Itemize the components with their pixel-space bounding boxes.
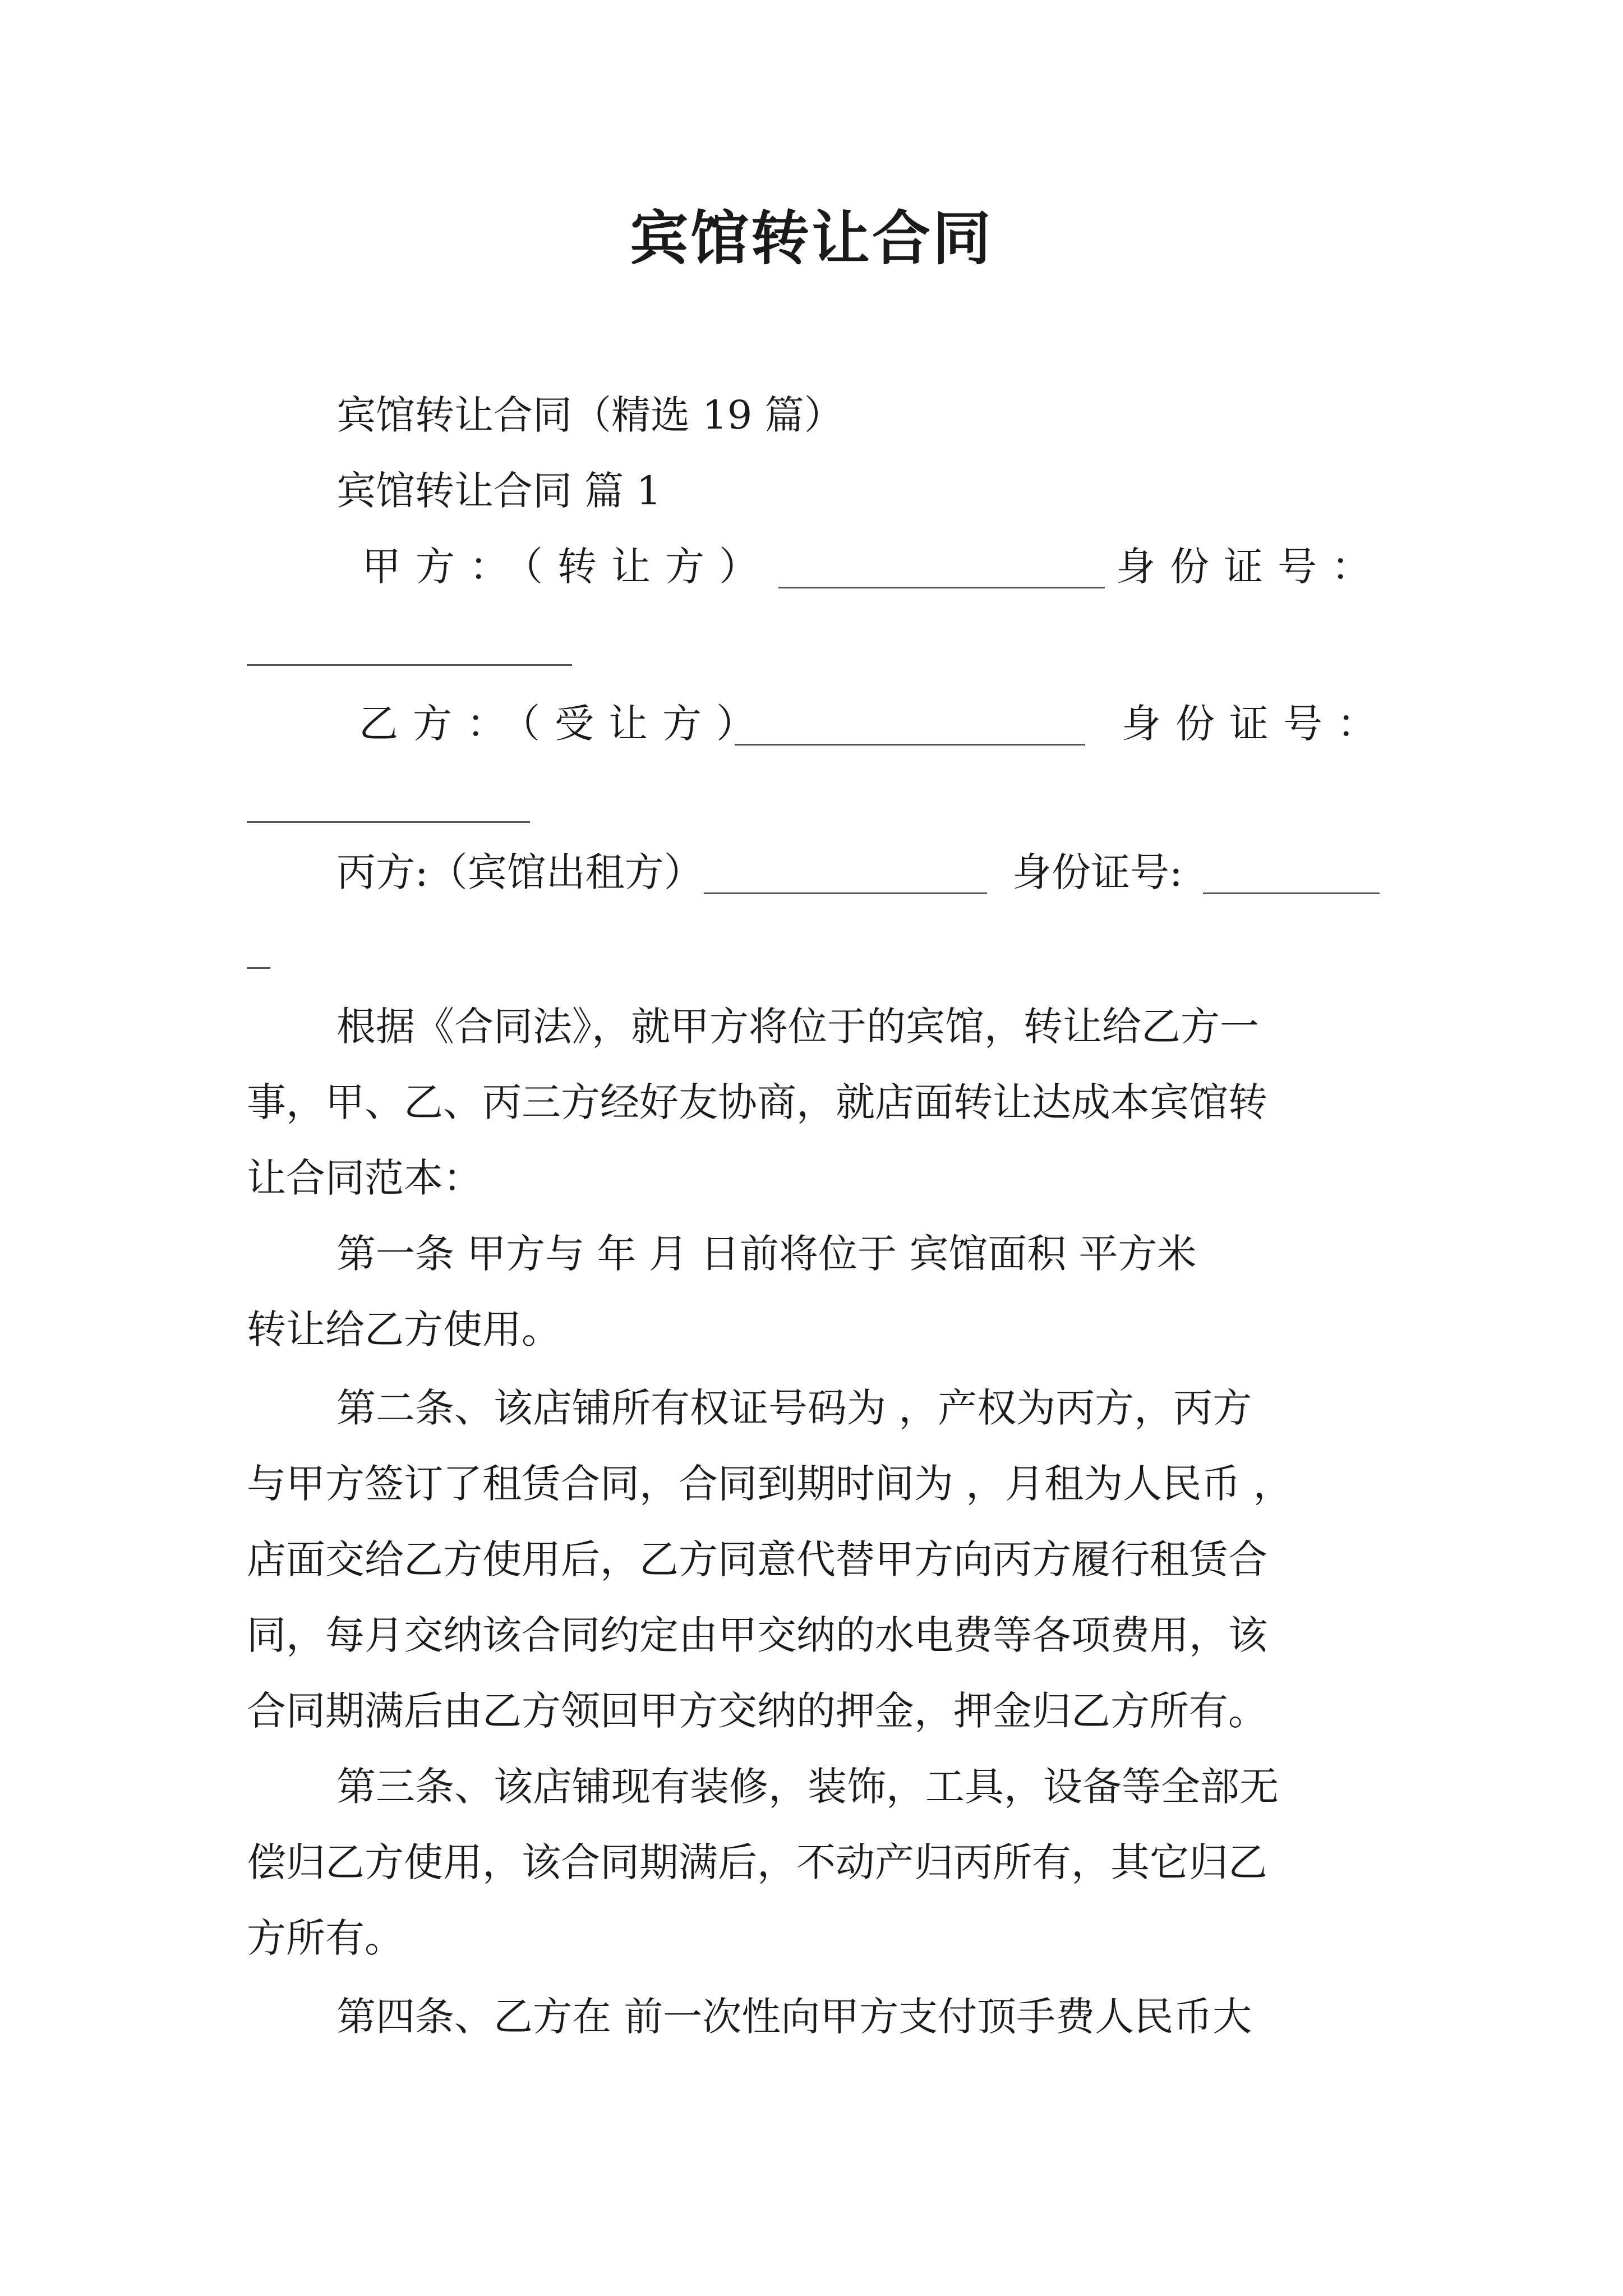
party-c-label: 丙方:（宾馆出租方） (336, 849, 703, 895)
article-2-line-2: 与甲方签订了租赁合同，合同到期时间为 ，月租为人民币 ， (247, 1461, 1293, 1507)
party-c-id-blank (1203, 857, 1380, 894)
party-b-id-label: 身份证号： (1122, 701, 1391, 747)
party-c-name-blank (704, 857, 987, 894)
party-a-label: 甲方：（转让方） (362, 544, 773, 590)
article-4-line-1: 第四条、乙方在 前一次性向甲方支付顶手费人民币大 (336, 1994, 1252, 2040)
party-c-id-blank-cont (247, 931, 270, 969)
party-b-label: 乙方：（受让方） (359, 701, 770, 747)
article-2-line-5: 合同期满后由乙方领回甲方交纳的押金，押金归乙方所有。 (247, 1688, 1267, 1734)
preamble-line-2: 事，甲、乙、丙三方经好友协商，就店面转让达成本宾馆转 (247, 1079, 1267, 1125)
article-3-line-1: 第三条、该店铺现有装修，装饰，工具，设备等全部无 (336, 1764, 1279, 1810)
preamble-line-1: 根据《合同法》，就甲方将位于的宾馆，转让给乙方一 (336, 1004, 1259, 1050)
article-1-line-2: 转让给乙方使用。 (247, 1306, 561, 1352)
collection-subtitle: 宾馆转让合同（精选 19 篇） (336, 392, 843, 438)
party-b-name-blank (735, 708, 1085, 746)
article-3-line-3: 方所有。 (247, 1915, 404, 1961)
document-title: 宾馆转让合同 (629, 204, 993, 273)
article-2-line-3: 店面交给乙方使用后，乙方同意代替甲方向丙方履行租赁合 (247, 1536, 1267, 1582)
article-3-line-2: 偿归乙方使用，该合同期满后，不动产归丙所有，其它归乙 (247, 1839, 1267, 1885)
party-b-id-blank (247, 785, 530, 823)
party-a-id-blank (247, 628, 572, 666)
article-2-line-4: 同，每月交纳该合同约定由甲交纳的水电费等各项费用，该 (247, 1612, 1267, 1658)
article-2-line-1: 第二条、该店铺所有权证号码为 ，产权为丙方，丙方 (336, 1385, 1252, 1431)
party-a-id-label: 身份证号： (1116, 544, 1385, 590)
preamble-line-3: 让合同范本： (247, 1155, 482, 1201)
party-c-id-label: 身份证号: (1012, 849, 1183, 895)
article-1-line-1: 第一条 甲方与 年 月 日前将位于 宾馆面积 平方米 (336, 1231, 1197, 1277)
chapter-heading: 宾馆转让合同 篇 1 (336, 468, 662, 514)
party-a-name-blank (778, 551, 1105, 588)
